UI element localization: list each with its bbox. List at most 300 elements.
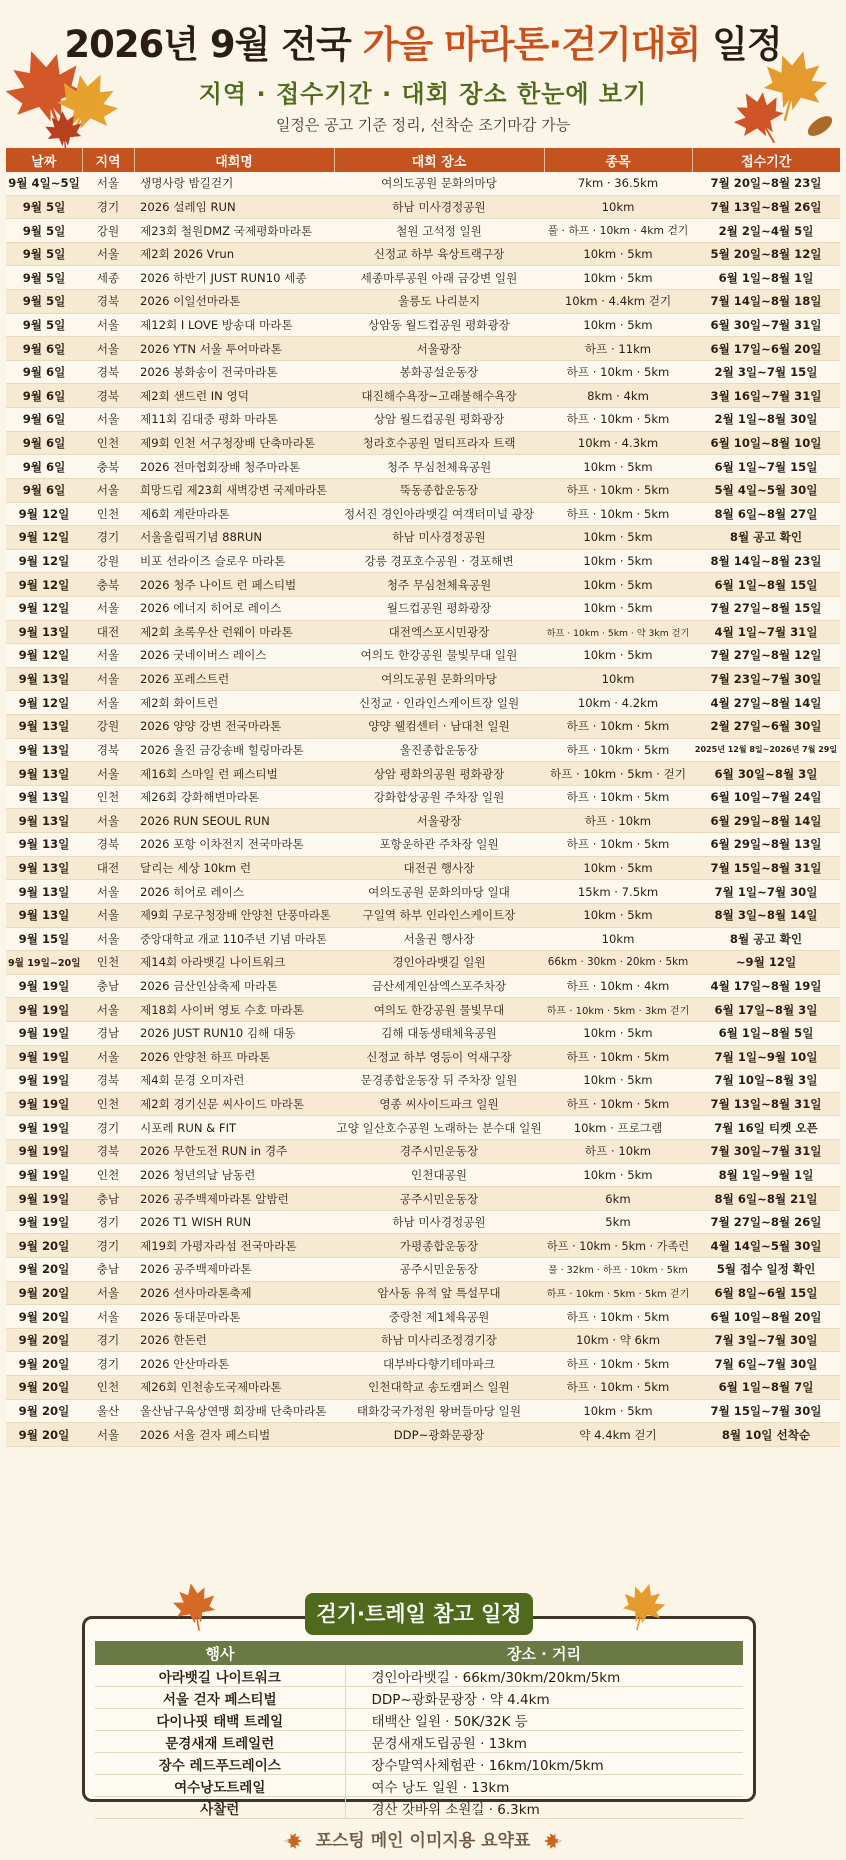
cell-event-name: 2026 한돈런 [134, 1328, 334, 1352]
cell-event-name: 2026 전마협회장배 청주마라톤 [134, 455, 334, 479]
cell-events: 10km · 약 6km [544, 1328, 692, 1352]
cell-events: 10km · 5km [544, 1069, 692, 1093]
cell-date: 9월 20일 [6, 1376, 82, 1400]
cell-registration-period: 7월 23일~7월 30일 [692, 667, 840, 691]
reference-place-distance: DDP~광화문광장 · 약 4.4km [345, 1687, 743, 1709]
cell-events: 7km · 36.5km [544, 172, 692, 195]
table-row [6, 455, 840, 479]
cell-registration-period: 7월 20일~8월 23일 [692, 172, 840, 195]
cell-event-name: 제26회 강화해변마라톤 [134, 785, 334, 809]
cell-region: 충북 [82, 573, 134, 597]
cell-registration-period: 7월 27일~8월 15일 [692, 596, 840, 620]
cell-venue: 금산세계인삼엑스포주차장 [334, 974, 544, 998]
cell-events: 66km · 30km · 20km · 5km [544, 951, 692, 975]
cell-registration-period: 4월 1일~7월 31일 [692, 620, 840, 644]
cell-venue: 여의도공원 문화의마당 일대 [334, 880, 544, 904]
table-row [6, 1399, 840, 1423]
table-row [6, 1187, 840, 1211]
cell-region: 서울 [82, 809, 134, 833]
cell-date: 9월 13일 [6, 620, 82, 644]
cell-region: 서울 [82, 337, 134, 361]
column-header-date: 날짜 [6, 148, 82, 172]
cell-events: 하프 · 10km [544, 809, 692, 833]
cell-date: 9월 19일 [6, 1187, 82, 1211]
cell-registration-period: 6월 29일~8월 14일 [692, 809, 840, 833]
cell-event-name: 제6회 계란마라톤 [134, 502, 334, 526]
reference-header-place: 장소 · 거리 [345, 1641, 743, 1665]
cell-registration-period: 6월 10일~8월 20일 [692, 1305, 840, 1329]
cell-events: 6km [544, 1187, 692, 1211]
cell-venue: 김해 대동생태체육공원 [334, 1021, 544, 1045]
cell-venue: 청라호수공원 멀티프라자 트랙 [334, 431, 544, 455]
table-row [6, 644, 840, 668]
cell-event-name: 제4회 문경 오미자런 [134, 1069, 334, 1093]
cell-date: 9월 12일 [6, 526, 82, 550]
cell-venue: 여의도공원 문화의마당 [334, 667, 544, 691]
cell-registration-period: 6월 17일~8월 3일 [692, 998, 840, 1022]
table-row [6, 1021, 840, 1045]
cell-event-name: 중앙대학교 개교 110주년 기념 마라톤 [134, 927, 334, 951]
cell-region: 인천 [82, 1092, 134, 1116]
cell-date: 9월 20일 [6, 1258, 82, 1282]
cell-registration-period: 6월 30일~7월 31일 [692, 313, 840, 337]
cell-registration-period: 3월 16일~7월 31일 [692, 384, 840, 408]
cell-venue: 고양 일산호수공원 노래하는 분수대 일원 [334, 1116, 544, 1140]
table-row [6, 408, 840, 432]
cell-events: 10km · 4.2km [544, 691, 692, 715]
cell-registration-period: 7월 16일 티켓 오픈 [692, 1116, 840, 1140]
cell-event-name: 2026 선사마라톤축제 [134, 1281, 334, 1305]
cell-registration-period: 7월 1일~9월 10일 [692, 1045, 840, 1069]
cell-region: 서울 [82, 998, 134, 1022]
cell-event-name: 2026 이일선마라톤 [134, 290, 334, 314]
cell-region: 인천 [82, 431, 134, 455]
cell-event-name: 2026 T1 WISH RUN [134, 1210, 334, 1234]
reference-row [95, 1709, 743, 1731]
column-header-registration-period: 접수기간 [692, 148, 840, 172]
cell-registration-period: 8월 10일 선착순 [692, 1423, 840, 1447]
cell-date: 9월 6일 [6, 431, 82, 455]
cell-region: 경기 [82, 1116, 134, 1140]
table-row [6, 785, 840, 809]
cell-venue: 하남 미사리조정경기장 [334, 1328, 544, 1352]
cell-date: 9월 12일 [6, 691, 82, 715]
maple-leaf-icon [165, 1581, 225, 1631]
cell-venue: 신정교 하부 영등이 억새구장 [334, 1045, 544, 1069]
cell-event-name: 제14회 아라뱃길 나이트워크 [134, 951, 334, 975]
cell-date: 9월 13일 [6, 809, 82, 833]
cell-region: 서울 [82, 408, 134, 432]
table-row [6, 738, 840, 762]
reference-event: 다이나핏 태백 트레일 [95, 1709, 345, 1731]
cell-date: 9월 5일 [6, 242, 82, 266]
cell-region: 서울 [82, 313, 134, 337]
cell-region: 경기 [82, 1328, 134, 1352]
cell-venue: 대전엑스포시민광장 [334, 620, 544, 644]
reference-row [95, 1665, 743, 1687]
cell-region: 경남 [82, 1021, 134, 1045]
cell-registration-period: 2025년 12월 8일~2026년 7월 29일 [692, 738, 840, 762]
cell-event-name: 제9회 구로구청장배 안양천 단풍마라톤 [134, 903, 334, 927]
cell-venue: 하남 미사경정공원 [334, 195, 544, 219]
cell-date: 9월 20일 [6, 1328, 82, 1352]
cell-date: 9월 12일 [6, 573, 82, 597]
cell-date: 9월 19일 [6, 1163, 82, 1187]
cell-date: 9월 15일 [6, 927, 82, 951]
cell-date: 9월 19일 [6, 998, 82, 1022]
cell-events: 약 4.4km 걷기 [544, 1423, 692, 1447]
cell-region: 서울 [82, 478, 134, 502]
cell-region: 충남 [82, 974, 134, 998]
cell-events: 하프 · 10km · 5km [544, 785, 692, 809]
cell-registration-period: 8월 6일~8월 21일 [692, 1187, 840, 1211]
reference-event: 문경새재 트레일런 [95, 1731, 345, 1753]
footer-text: 포스팅 메인 이미지용 요약표 [315, 1831, 531, 1851]
reference-place-distance: 여수 낭도 일원 · 13km [345, 1775, 743, 1797]
table-row [6, 431, 840, 455]
cell-venue: 강릉 경포호수공원 · 경포해변 [334, 549, 544, 573]
cell-date: 9월 20일 [6, 1234, 82, 1258]
cell-event-name: 2026 YTN 서울 투어마라톤 [134, 337, 334, 361]
cell-events: 풀 · 32km · 하프 · 10km · 5km [544, 1258, 692, 1282]
cell-region: 서울 [82, 1281, 134, 1305]
cell-registration-period: 7월 30일~7월 31일 [692, 1139, 840, 1163]
cell-registration-period: 8월 3일~8월 14일 [692, 903, 840, 927]
column-header-event-name: 대회명 [134, 148, 334, 172]
cell-venue: 신정교 하부 육상트랙구장 [334, 242, 544, 266]
cell-venue: 대전권 행사장 [334, 856, 544, 880]
cell-event-name: 2026 청년의날 남동런 [134, 1163, 334, 1187]
cell-venue: 울진종합운동장 [334, 738, 544, 762]
cell-region: 경기 [82, 1210, 134, 1234]
cell-event-name: 2026 무한도전 RUN in 경주 [134, 1139, 334, 1163]
cell-events: 하프 · 10km · 5km · 걷기 [544, 762, 692, 786]
marathon-schedule-table [6, 148, 840, 1447]
table-row [6, 974, 840, 998]
cell-date: 9월 13일 [6, 738, 82, 762]
table-row [6, 549, 840, 573]
cell-event-name: 2026 서울 걷자 페스티벌 [134, 1423, 334, 1447]
cell-registration-period: 8월 공고 확인 [692, 526, 840, 550]
table-header-row [6, 148, 840, 172]
cell-event-name: 2026 JUST RUN10 김해 대동 [134, 1021, 334, 1045]
cell-registration-period: 5월 20일~8월 12일 [692, 242, 840, 266]
cell-event-name: 제2회 2026 Vrun [134, 242, 334, 266]
cell-region: 인천 [82, 951, 134, 975]
cell-venue: 암사동 유적 앞 특설무대 [334, 1281, 544, 1305]
table-row [6, 478, 840, 502]
table-row [6, 573, 840, 597]
table-row [6, 927, 840, 951]
cell-registration-period: 6월 17일~6월 20일 [692, 337, 840, 361]
cell-region: 경기 [82, 195, 134, 219]
table-row [6, 337, 840, 361]
cell-registration-period: 7월 3일~7월 30일 [692, 1328, 840, 1352]
cell-region: 서울 [82, 691, 134, 715]
cell-event-name: 2026 공주백제마라톤 알밤런 [134, 1187, 334, 1211]
cell-events: 10km · 프로그램 [544, 1116, 692, 1140]
cell-registration-period: 5월 접수 일정 확인 [692, 1258, 840, 1282]
cell-venue: 하남 미사경정공원 [334, 1210, 544, 1234]
cell-event-name: 2026 하반기 JUST RUN10 세종 [134, 266, 334, 290]
cell-date: 9월 20일 [6, 1423, 82, 1447]
table-row [6, 1139, 840, 1163]
cell-event-name: 달리는 세상 10km 런 [134, 856, 334, 880]
cell-registration-period: 6월 1일~8월 15일 [692, 573, 840, 597]
cell-registration-period: 6월 1일~8월 1일 [692, 266, 840, 290]
cell-events: 10km · 4.3km [544, 431, 692, 455]
cell-venue: 태화강국가정원 왕버들마당 일원 [334, 1399, 544, 1423]
cell-venue: 강화합상공원 주차장 일원 [334, 785, 544, 809]
title-highlight: 가을 마라톤·걷기대회 [362, 23, 701, 66]
cell-region: 대전 [82, 620, 134, 644]
cell-venue: 상암동 월드컵공원 평화광장 [334, 313, 544, 337]
cell-region: 강원 [82, 715, 134, 739]
table-row [6, 903, 840, 927]
reference-place-distance: 문경새재도립공원 · 13km [345, 1731, 743, 1753]
cell-events: 10km · 5km [544, 856, 692, 880]
cell-event-name: 2026 공주백제마라톤 [134, 1258, 334, 1282]
table-row [6, 809, 840, 833]
column-header-region: 지역 [82, 148, 134, 172]
cell-events: 10km · 5km [544, 455, 692, 479]
cell-event-name: 시포레 RUN & FIT [134, 1116, 334, 1140]
table-row [6, 1163, 840, 1187]
cell-event-name: 제26회 인천송도국제마라톤 [134, 1376, 334, 1400]
header [0, 0, 846, 150]
cell-region: 강원 [82, 549, 134, 573]
cell-date: 9월 6일 [6, 337, 82, 361]
cell-region: 경북 [82, 1069, 134, 1093]
cell-region: 경북 [82, 290, 134, 314]
reference-title: 걷기·트레일 참고 일정 [305, 1593, 533, 1635]
cell-event-name: 제9회 인천 서구청장배 단축마라톤 [134, 431, 334, 455]
cell-registration-period: 7월 13일~8월 26일 [692, 195, 840, 219]
cell-event-name: 제18회 사이버 영토 수호 마라톤 [134, 998, 334, 1022]
cell-date: 9월 19일 [6, 1021, 82, 1045]
cell-date: 9월 20일 [6, 1352, 82, 1376]
cell-date: 9월 6일 [6, 384, 82, 408]
cell-registration-period: 2월 2일~4월 5일 [692, 219, 840, 243]
cell-events: 하프 · 10km · 5km [544, 833, 692, 857]
cell-date: 9월 20일 [6, 1305, 82, 1329]
cell-region: 경북 [82, 1139, 134, 1163]
cell-registration-period: 7월 10일~8월 3일 [692, 1069, 840, 1093]
cell-events: 하프 · 10km · 5km [544, 1376, 692, 1400]
cell-venue: 경주시민운동장 [334, 1139, 544, 1163]
cell-events: 하프 · 10km [544, 1139, 692, 1163]
cell-region: 서울 [82, 667, 134, 691]
cell-events: 10km [544, 927, 692, 951]
table-row [6, 1328, 840, 1352]
cell-region: 서울 [82, 172, 134, 195]
cell-region: 인천 [82, 502, 134, 526]
cell-event-name: 2026 RUN SEOUL RUN [134, 809, 334, 833]
cell-event-name: 서울올림픽기념 88RUN [134, 526, 334, 550]
cell-event-name: 제23회 철원DMZ 국제평화마라톤 [134, 219, 334, 243]
cell-region: 서울 [82, 1305, 134, 1329]
cell-date: 9월 13일 [6, 785, 82, 809]
cell-events: 하프 · 10km · 5km [544, 408, 692, 432]
reference-table [95, 1641, 743, 1819]
cell-venue: 서울광장 [334, 337, 544, 361]
cell-registration-period: ~9월 12일 [692, 951, 840, 975]
cell-date: 9월 6일 [6, 360, 82, 384]
cell-registration-period: 7월 14일~8월 18일 [692, 290, 840, 314]
cell-events: 풀 · 하프 · 10km · 4km 걷기 [544, 219, 692, 243]
leaf-icon [278, 1831, 308, 1851]
cell-date: 9월 12일 [6, 596, 82, 620]
cell-region: 인천 [82, 1163, 134, 1187]
cell-date: 9월 19일 [6, 1045, 82, 1069]
cell-events: 하프 · 10km · 4km [544, 974, 692, 998]
table-row [6, 290, 840, 314]
table-row [6, 1116, 840, 1140]
cell-events: 10km · 5km [544, 903, 692, 927]
cell-registration-period: 7월 6일~7월 30일 [692, 1352, 840, 1376]
cell-events: 10km [544, 667, 692, 691]
cell-event-name: 2026 에너지 히어로 레이스 [134, 596, 334, 620]
table-row [6, 833, 840, 857]
table-row [6, 1210, 840, 1234]
leaf-icon [538, 1831, 568, 1851]
cell-event-name: 2026 봉화송이 전국마라톤 [134, 360, 334, 384]
cell-venue: 영종 씨사이드파크 일원 [334, 1092, 544, 1116]
cell-events: 하프 · 10km · 5km · 3km 걷기 [544, 998, 692, 1022]
cell-region: 서울 [82, 903, 134, 927]
cell-venue: 울릉도 나리분지 [334, 290, 544, 314]
maple-leaf-icon [613, 1581, 673, 1631]
cell-event-name: 2026 안산마라톤 [134, 1352, 334, 1376]
column-header-venue: 대회 장소 [334, 148, 544, 172]
cell-date: 9월 4일~5일 [6, 172, 82, 195]
table-row [6, 1305, 840, 1329]
table-row [6, 596, 840, 620]
cell-events: 10km · 5km [544, 1399, 692, 1423]
cell-date: 9월 5일 [6, 290, 82, 314]
table-row [6, 1258, 840, 1282]
table-row [6, 1423, 840, 1447]
cell-region: 경기 [82, 1352, 134, 1376]
cell-venue: 중랑천 제1체육공원 [334, 1305, 544, 1329]
cell-region: 서울 [82, 242, 134, 266]
reference-event: 아라뱃길 나이트워크 [95, 1665, 345, 1687]
cell-date: 9월 5일 [6, 219, 82, 243]
reference-header-event: 행사 [95, 1641, 345, 1665]
cell-date: 9월 19일 [6, 1092, 82, 1116]
cell-region: 경기 [82, 526, 134, 550]
cell-event-name: 제12회 I LOVE 방송대 마라톤 [134, 313, 334, 337]
cell-events: 10km · 5km [544, 596, 692, 620]
cell-event-name: 제16회 스마일 런 페스티벌 [134, 762, 334, 786]
cell-venue: 가평종합운동장 [334, 1234, 544, 1258]
cell-registration-period: 2월 3일~7월 15일 [692, 360, 840, 384]
table-row [6, 880, 840, 904]
cell-events: 하프 · 10km · 5km [544, 478, 692, 502]
cell-events: 하프 · 10km · 5km · 가족런 [544, 1234, 692, 1258]
cell-venue: 포항운하관 주차장 일원 [334, 833, 544, 857]
cell-registration-period: 6월 30일~8월 3일 [692, 762, 840, 786]
table-row [6, 856, 840, 880]
cell-registration-period: 2월 1일~8월 30일 [692, 408, 840, 432]
cell-event-name: 2026 히어로 레이스 [134, 880, 334, 904]
table-row [6, 360, 840, 384]
cell-events: 15km · 7.5km [544, 880, 692, 904]
cell-registration-period: 8월 6일~8월 27일 [692, 502, 840, 526]
cell-event-name: 2026 안양천 하프 마라톤 [134, 1045, 334, 1069]
cell-events: 10km · 5km [544, 1021, 692, 1045]
reference-event: 사찰런 [95, 1797, 345, 1819]
cell-date: 9월 19일 [6, 974, 82, 998]
cell-venue: 뚝동종합운동장 [334, 478, 544, 502]
cell-date: 9월 20일 [6, 1281, 82, 1305]
table-row [6, 172, 840, 195]
cell-date: 9월 13일 [6, 903, 82, 927]
cell-venue: 서울광장 [334, 809, 544, 833]
cell-region: 인천 [82, 785, 134, 809]
schedule-note: 일정은 공고 기준 정리, 선착순 조기마감 가능 [275, 116, 571, 134]
cell-date: 9월 6일 [6, 408, 82, 432]
reference-row [95, 1797, 743, 1819]
cell-region: 경북 [82, 360, 134, 384]
cell-venue: 경인아라뱃길 일원 [334, 951, 544, 975]
table-row [6, 384, 840, 408]
cell-registration-period: 7월 13일~8월 31일 [692, 1092, 840, 1116]
cell-venue: 월드컵공원 평화광장 [334, 596, 544, 620]
reference-event: 서울 걷자 페스티벌 [95, 1687, 345, 1709]
cell-events: 10km [544, 195, 692, 219]
cell-registration-period: 6월 1일~7월 15일 [692, 455, 840, 479]
cell-event-name: 제2회 화이트런 [134, 691, 334, 715]
cell-event-name: 희망드림 제23회 새벽강변 국제마라톤 [134, 478, 334, 502]
cell-venue: 상암 월드컵공원 평화광장 [334, 408, 544, 432]
table-row [6, 667, 840, 691]
cell-registration-period: 4월 27일~8월 14일 [692, 691, 840, 715]
table-row [6, 998, 840, 1022]
cell-event-name: 2026 포레스트런 [134, 667, 334, 691]
table-row [6, 691, 840, 715]
cell-registration-period: 8월 14일~8월 23일 [692, 549, 840, 573]
cell-events: 하프 · 10km · 5km [544, 502, 692, 526]
reference-event: 장수 레드푸드레이스 [95, 1753, 345, 1775]
table-row [6, 242, 840, 266]
cell-events: 하프 · 10km · 5km [544, 1092, 692, 1116]
cell-venue: 청주 무심천체육공원 [334, 573, 544, 597]
cell-registration-period: 4월 17일~8월 19일 [692, 974, 840, 998]
cell-region: 서울 [82, 927, 134, 951]
table-row [6, 1045, 840, 1069]
cell-date: 9월 20일 [6, 1399, 82, 1423]
cell-events: 10km · 5km [544, 644, 692, 668]
cell-region: 인천 [82, 1376, 134, 1400]
table-row [6, 195, 840, 219]
cell-region: 충남 [82, 1187, 134, 1211]
cell-events: 10km · 5km [544, 242, 692, 266]
cell-date: 9월 12일 [6, 502, 82, 526]
cell-event-name: 2026 청주 나이트 런 페스티벌 [134, 573, 334, 597]
cell-event-name: 제2회 경기신문 씨사이드 마라톤 [134, 1092, 334, 1116]
cell-registration-period: 7월 27일~8월 26일 [692, 1210, 840, 1234]
cell-region: 서울 [82, 644, 134, 668]
cell-venue: 인천대학교 송도캠퍼스 일원 [334, 1376, 544, 1400]
cell-region: 강원 [82, 219, 134, 243]
reference-header-row [95, 1641, 743, 1665]
table-row [6, 1376, 840, 1400]
cell-date: 9월 5일 [6, 266, 82, 290]
cell-date: 9월 19일 [6, 1069, 82, 1093]
cell-venue: DDP~광화문광장 [334, 1423, 544, 1447]
cell-region: 경북 [82, 738, 134, 762]
